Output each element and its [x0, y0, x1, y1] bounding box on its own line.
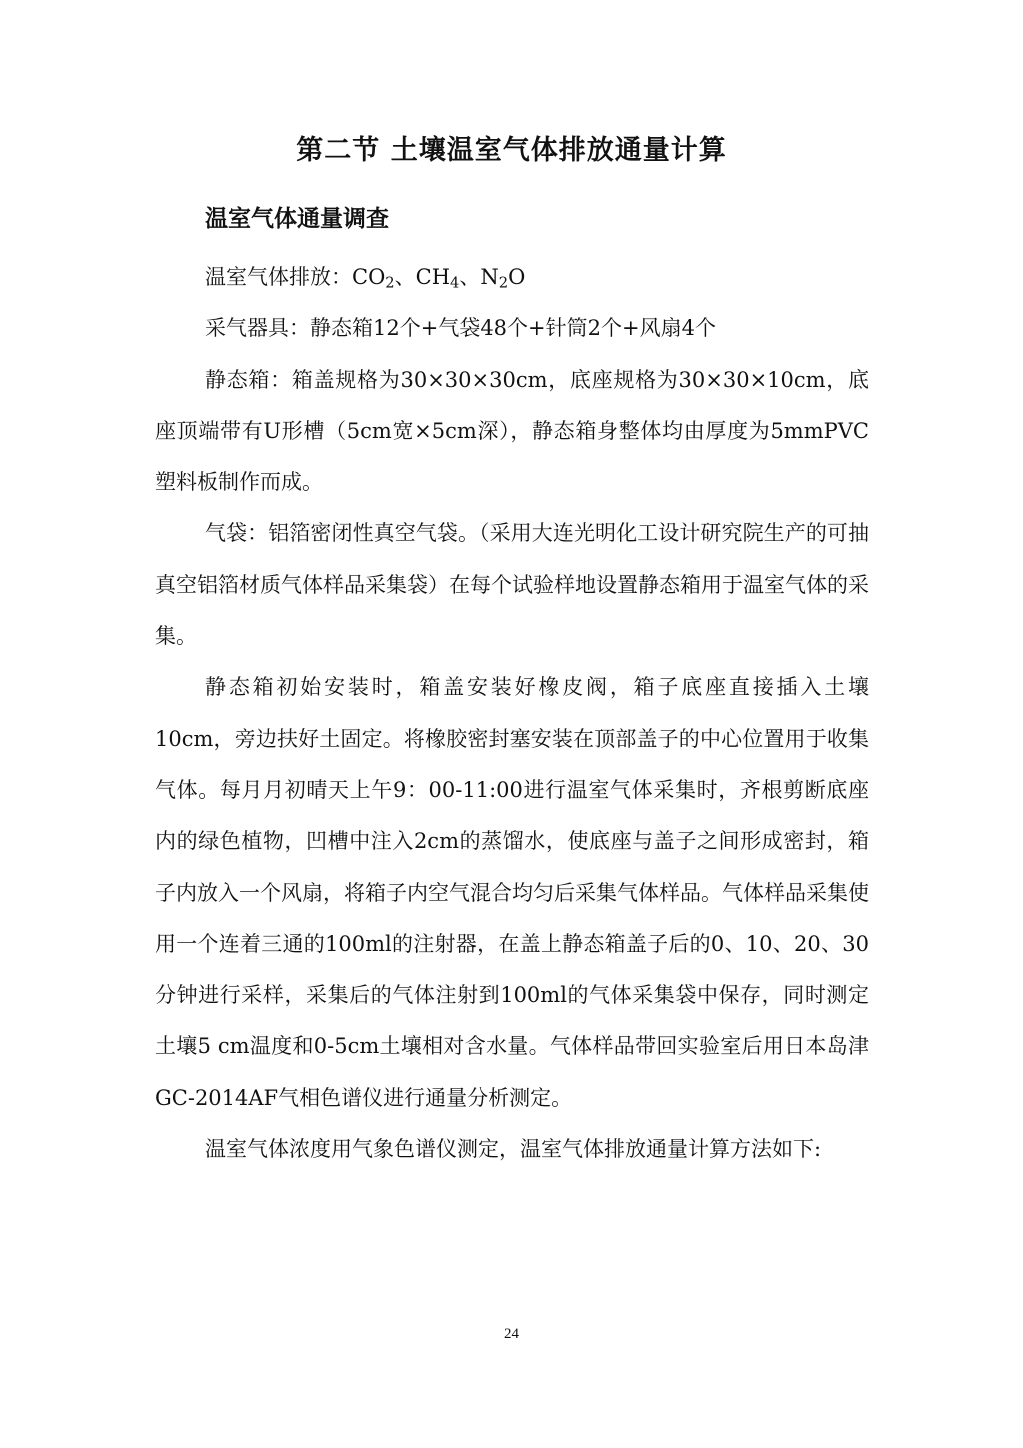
page-number: 24 [504, 1326, 519, 1342]
n2o-formula [480, 265, 526, 292]
co2-formula [352, 265, 395, 292]
n2o-subscript: 2 [498, 274, 509, 292]
gases-lead: 温室气体排放： [205, 265, 352, 289]
ch4-subscript: 4 [450, 274, 460, 292]
ch4-formula [415, 265, 460, 292]
n2o-o: O [508, 265, 526, 289]
paragraph-equipment: 采气器具：静态箱12个+气袋48个+针筒2个+风扇4个 [205, 316, 716, 341]
paragraph-gas-bag: 气袋：铝箔密闭性真空气袋。（采用大连光明化工设计研究院生产的可抽真空铝箔材质气体样品采集袋）在每个试验样地设置静态箱用于温室气体的采集。 [155, 521, 869, 649]
co2-subscript: 2 [385, 274, 395, 292]
co2-main: CO [352, 265, 386, 289]
body-text [155, 252, 869, 1175]
paragraph-calculation: 温室气体浓度用气象色谱仪测定，温室气体排放通量计算方法如下: [205, 1137, 822, 1162]
ch4-main: CH [415, 265, 451, 289]
separator: 、 [394, 265, 416, 289]
separator: 、 [459, 265, 481, 289]
n2o-n: N [480, 265, 499, 289]
paragraph-gases [155, 252, 869, 303]
paragraph-procedure: 静态箱初始安装时，箱盖安装好橡皮阀，箱子底座直接插入土壤10cm，旁边扶好土固定。将橡胶密封塞安装在顶部盖子的中心位置用于收集气体。每月月初晴天上午9：00-11:00进行温室气体采集时，齐根剪断底座内的绿色植物，凹槽中注入2cm的蒸馏水，使底座与盖子之间形成密封，箱子内放入一个风扇，将箱子内空气混合均匀后采集气体样品。气体样品采集使用一个连着三通的100ml的注射器，在盖上静态箱盖子后的0、10、20、30分钟进行采样，采集后的气体注射到100ml的气体采集袋中保存，同时测定土壤5 cm温度和0-5cm土壤相对含水量。气体样品带回实验室后用日本岛津GC-2014AF气相色谱仪进行通量分析测定。 [155, 675, 869, 1110]
paragraph-static-box: 静态箱：箱盖规格为30×30×30cm，底座规格为30×30×10cm，底座顶端带有U形槽（5cm宽×5cm深），静态箱身整体均由厚度为5mmPVC塑料板制作而成。 [155, 367, 869, 495]
section-title: 第二节 土壤温室气体排放通量计算 [296, 135, 727, 166]
subsection-title: 温室气体通量调查 [205, 206, 389, 232]
